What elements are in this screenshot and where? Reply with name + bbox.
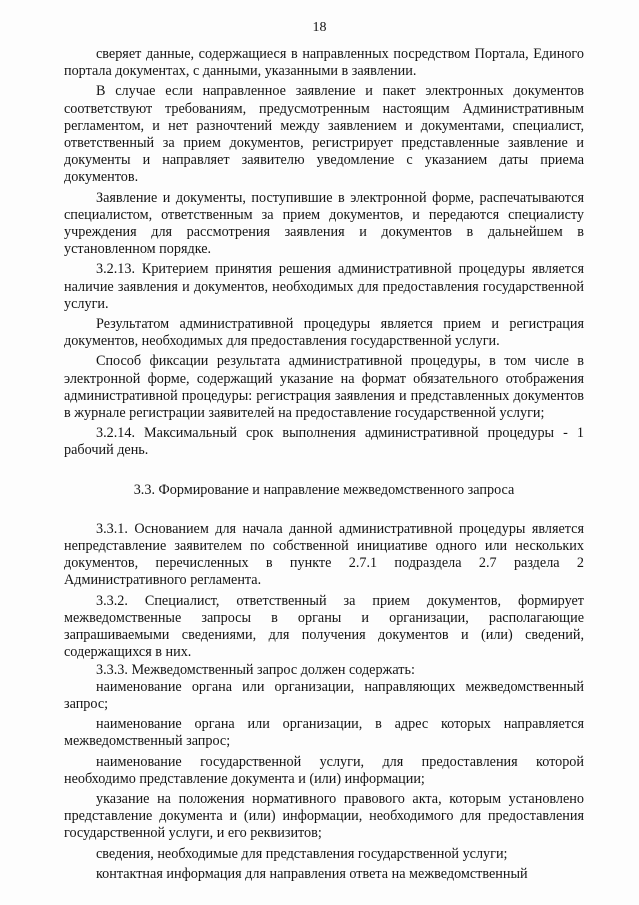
page-number: 18	[312, 20, 327, 35]
list-item: наименование государственной услуги, для предоставления которой необходимо представление документа и (или) информации;	[64, 753, 584, 787]
paragraph: Заявление и документы, поступившие в электронной форме, распечатываются специалистом, ответственным за прием документов, и передаются специалисту учреждения для рассмотрения заявления и документов в дальнейшем в установленном порядке.	[64, 189, 584, 258]
list-item: сведения, необходимые для представления государственной услуги;	[96, 845, 508, 862]
paragraph: 3.2.13. Критерием принятия решения административной процедуры является наличие заявления и документов, необходимых для предоставления государственной услуги.	[64, 261, 584, 312]
document-body	[64, 46, 584, 883]
list-item: наименование органа или организации, направляющих межведомственный запрос;	[64, 678, 584, 712]
paragraph: 3.3.3. Межведомственный запрос должен содержать:	[96, 661, 415, 678]
paragraph: В случае если направленное заявление и пакет электронных документов соответствуют требованиям, предусмотренным настоящим Административным регламентом, и нет разночтений между заявлением и документами, специалист, ответственный за прием документов, регистрирует представленные заявление и документы и направляет заявителю уведомление с указанием даты приема документов.	[64, 83, 584, 186]
paragraph: 3.3.1. Основанием для начала данной административной процедуры является непредставление заявителем по собственной инициативе одного или нескольких документов, перечисленных в пункте 2.7.1 подраздела 2.7 раздела 2 Административного регламента.	[64, 520, 584, 589]
paragraph: 3.2.14. Максимальный срок выполнения административной процедуры - 1 рабочий день.	[64, 425, 584, 459]
paragraph: 3.3.2. Специалист, ответственный за прием документов, формирует межведомственные запросы в органы и организации, располагающие запрашиваемыми сведениями, для получения документов и (или) сведений, содержащихся в них.	[64, 592, 584, 661]
section-heading: 3.3. Формирование и направление межведомственного запроса	[133, 481, 515, 498]
list-item: указание на положения нормативного правового акта, которым установлено представление документа и (или) информации, необходимого для предоставления государственной услуги, и его реквизитов;	[64, 790, 584, 842]
paragraph: сверяет данные, содержащиеся в направленных посредством Портала, Единого портала документах, с данными, указанными в заявлении.	[64, 46, 584, 80]
list-item: наименование органа или организации, в адрес которых направляется межведомственный запрос;	[64, 716, 584, 750]
list-item: контактная информация для направления ответа на межведомственный	[96, 865, 528, 882]
paragraph: Способ фиксации результата административной процедуры, в том числе в электронной форме, содержащий указание на формат обязательного отображения административной процедуры: регистрация заявления и представленных документов в журнале регистрации заявителей на предоставление государственной услуги;	[64, 353, 584, 422]
paragraph: Результатом административной процедуры является прием и регистрация документов, необходимых для предоставления государственной услуги.	[64, 316, 584, 350]
